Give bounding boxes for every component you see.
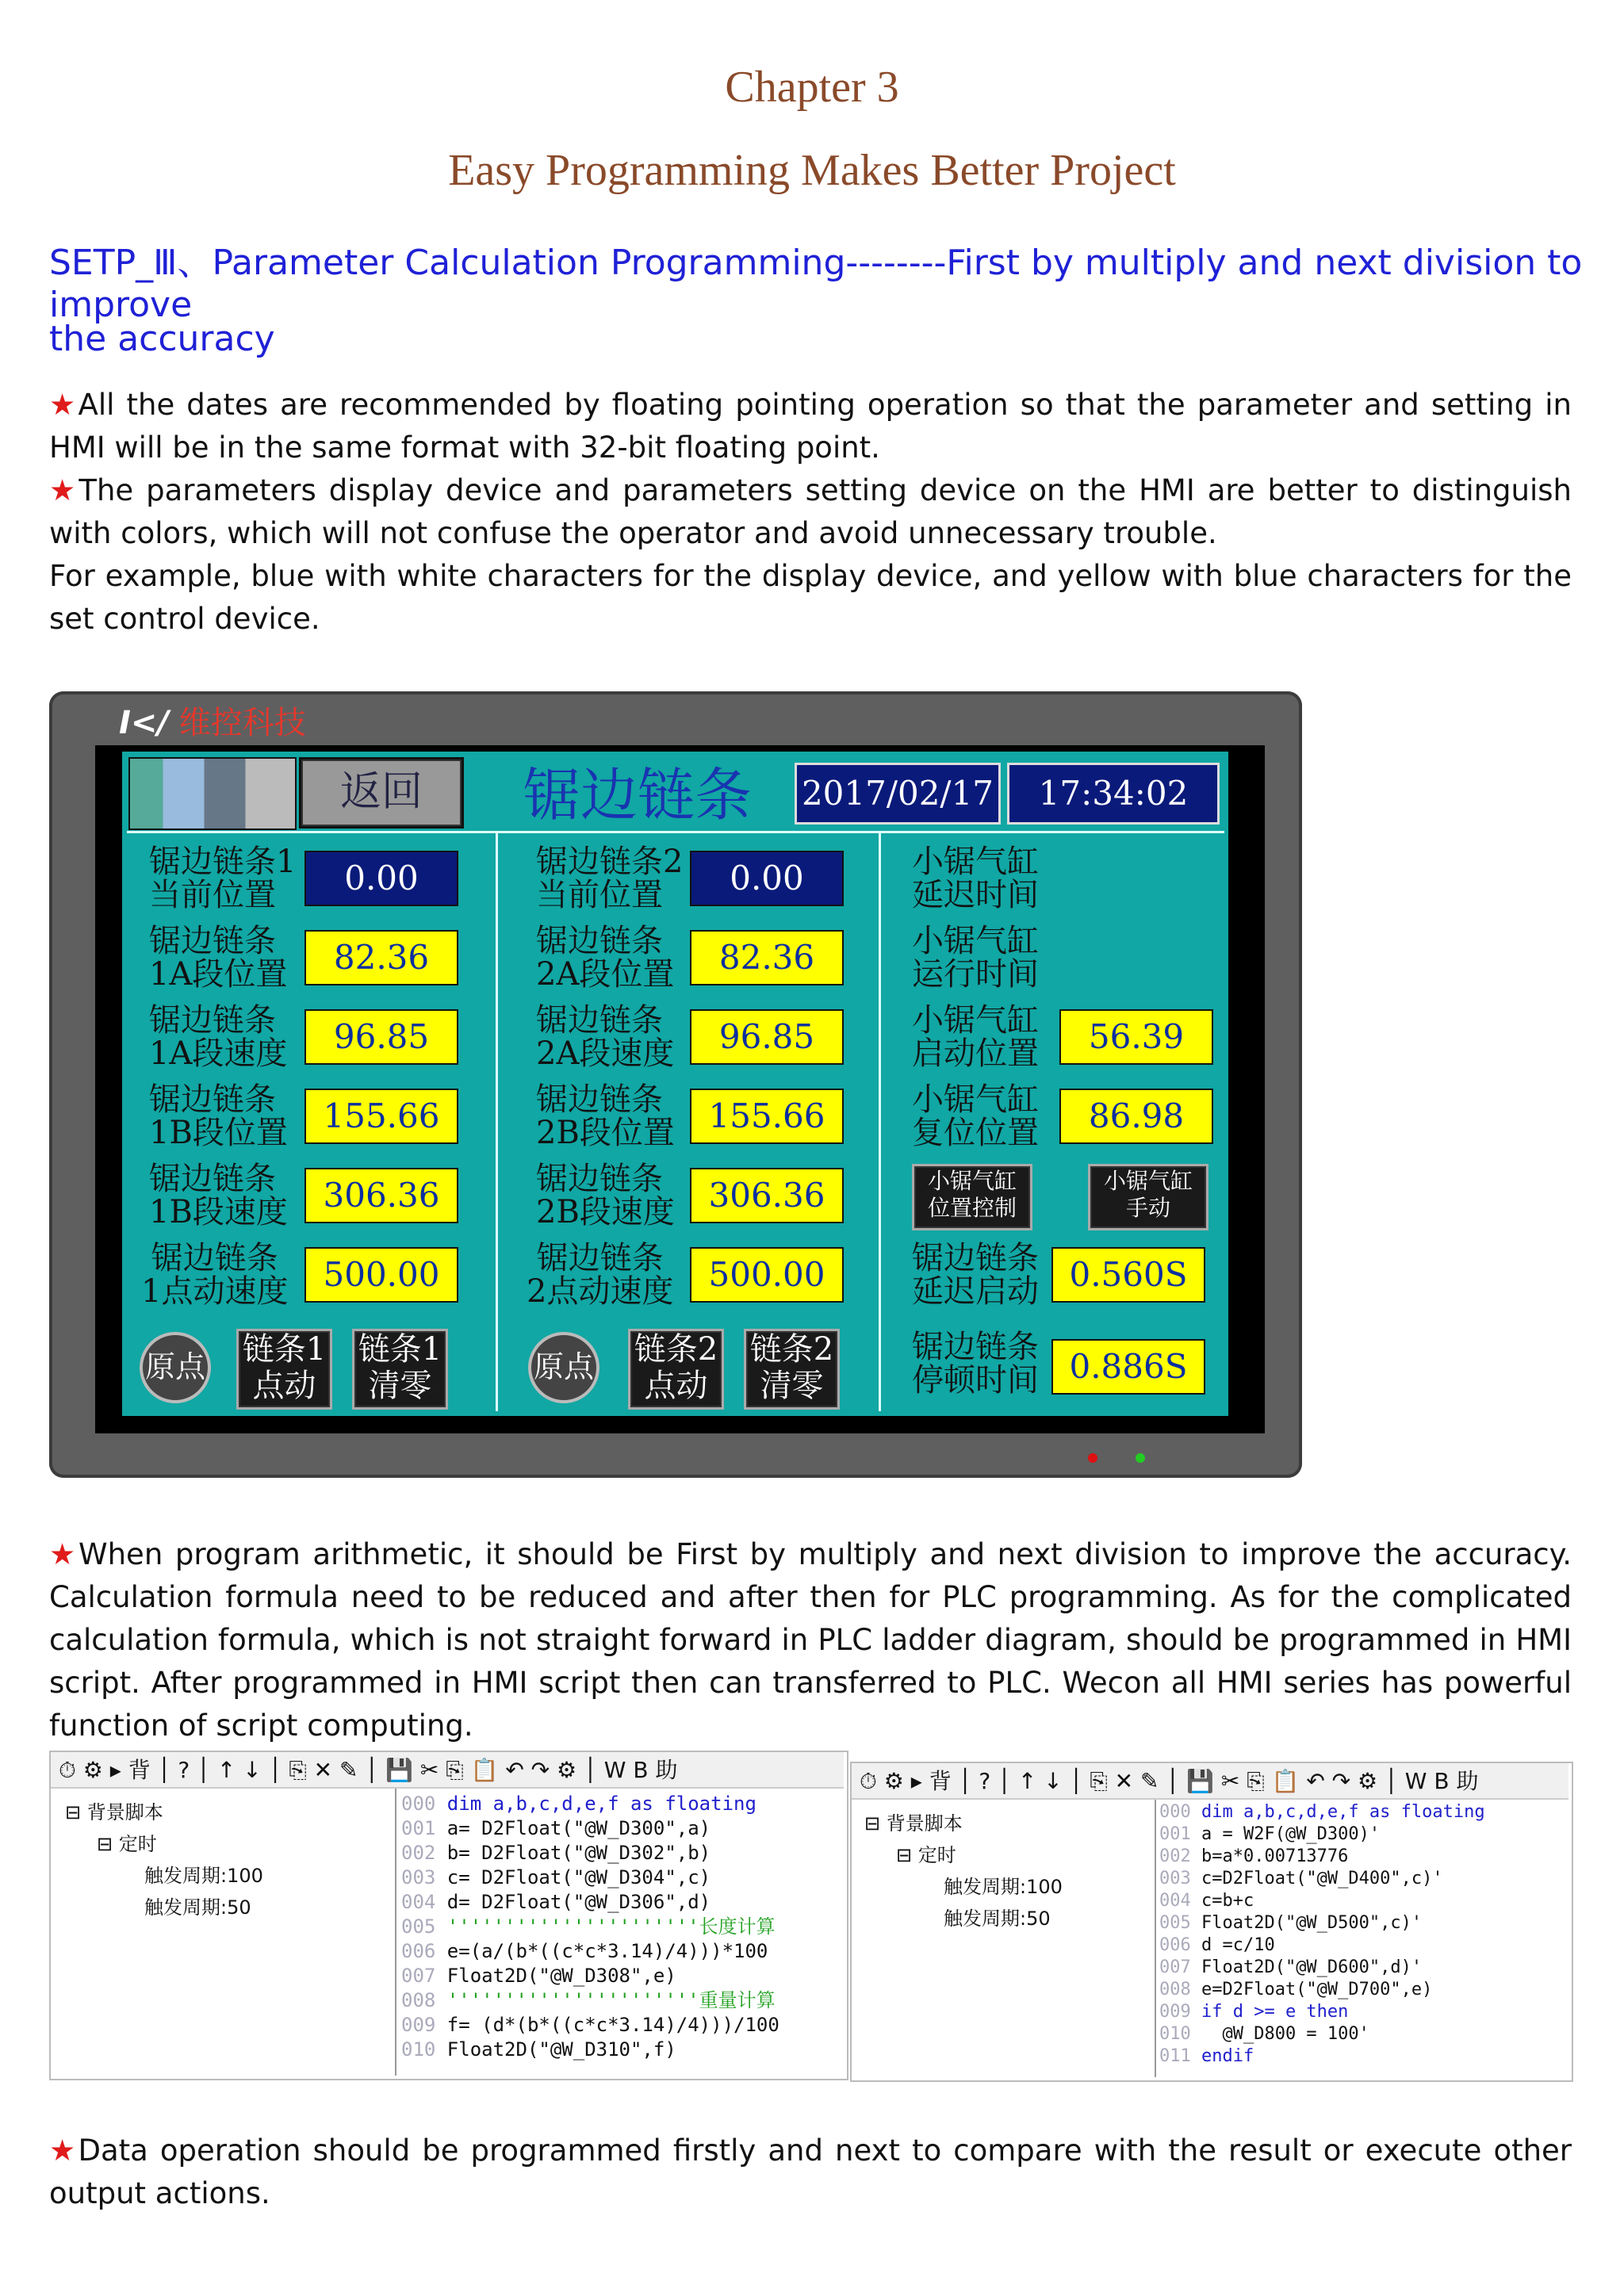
code-line[interactable] [1159,1823,1567,1846]
back-button[interactable]: 返回 [299,757,464,828]
star-icon: ★ [49,473,79,507]
hmi-header-divider [127,831,1224,833]
star-icon: ★ [49,388,79,422]
code-line[interactable] [1159,1868,1567,1890]
code-text[interactable]: a = W2F(@W_D300)' [1201,1824,1381,1844]
paragraph-3: For example, blue with white characters for the display device, and yellow with blue characters for the set control device. [49,559,1572,636]
line-number: 001 [401,1817,447,1839]
input-chain1-1a-pos[interactable]: 82.36 [304,930,458,985]
paragraph-2: ★The parameters display device and parameters setting device on the HMI are better to distinguish with colors, which will not confuse the operator and avoid unnecessary trouble. [49,473,1572,550]
code-line[interactable] [401,2038,842,2062]
tree-cycle-50[interactable]: 触发周期:50 [944,1908,1051,1930]
code-line[interactable] [401,1816,842,1841]
chain1-jog-button[interactable]: 链条1 点动 [236,1329,332,1410]
tree-cycle-100[interactable]: 触发周期:100 [944,1876,1063,1898]
chapter-title: Easy Programming Makes Better Project [448,146,1176,195]
chain2-jog-button[interactable]: 链条2 点动 [628,1329,724,1410]
line-number: 006 [1159,1935,1201,1955]
label-chain1-current-pos: 锯边链条1 当前位置 [149,844,297,913]
run-led-icon [1136,1453,1145,1463]
line-number: 009 [401,2014,447,2036]
input-chain1-1b-speed[interactable]: 306.36 [304,1168,458,1223]
star-icon: ★ [49,2133,79,2168]
label-chain2-2a-speed: 锯边链条 2A段速度 [536,1002,675,1072]
line-number: 008 [1159,1980,1201,1999]
code-text[interactable]: if d >= e then [1201,2002,1349,2022]
line-number: 006 [401,1940,447,1962]
code-line[interactable] [401,2013,842,2038]
line-number: 005 [1159,1913,1201,1933]
hmi-column-divider [879,831,881,1411]
line-number: 001 [1159,1824,1201,1844]
input-chain2-2a-pos[interactable]: 82.36 [690,930,844,985]
line-number: 000 [401,1793,447,1815]
label-chain2-2b-pos: 锯边链条 2B段位置 [536,1081,675,1151]
tree-timer[interactable]: ⊟ 定时 [97,1833,157,1855]
code-text[interactable]: dim a,b,c,d,e,f as floating [446,1793,756,1815]
script-tree-left [65,1797,263,1923]
hmi-brand: I</ 维控科技 [119,705,306,741]
code-line[interactable] [401,1915,842,1939]
saw-cylinder-position-control-button[interactable]: 小锯气缸 位置控制 [912,1164,1032,1230]
line-number: 009 [1159,2002,1201,2022]
code-text[interactable]: f= (d*(b*((c*c*3.14)/4)))/100 [446,2014,779,2036]
script-code-right[interactable] [1159,1801,1567,2076]
blurred-logo-icon [128,757,297,830]
code-line[interactable] [401,1988,842,2013]
line-number: 000 [1159,1802,1201,1822]
line-number: 003 [401,1866,447,1888]
origin-button-1[interactable]: 原点 [140,1332,211,1403]
code-line[interactable] [1159,1846,1567,1868]
code-text[interactable]: ''''''''''''''''''''''长度计算 [446,1915,776,1938]
code-line[interactable] [1159,1934,1567,1957]
script-splitter-left[interactable] [395,1789,396,2076]
code-text[interactable]: Float2D("@W_D600",d)' [1201,1957,1423,1977]
hmi-column-divider [496,831,498,1411]
tree-cycle-100[interactable]: 触发周期:100 [144,1865,263,1887]
origin-button-2[interactable]: 原点 [528,1332,599,1403]
code-line[interactable] [1159,1957,1567,1979]
label-chain-pause-time: 锯边链条 停顿时间 [912,1329,1039,1399]
line-number: 007 [1159,1957,1201,1977]
code-text[interactable]: b=a*0.00713776 [1201,1846,1349,1866]
label-saw-cylinder-start-pos: 小锯气缸 启动位置 [912,1002,1039,1072]
paragraph-5: ★Data operation should be programmed firstly and next to compare with the result or execute other output actions. [49,2133,1572,2210]
code-line[interactable] [1159,2045,1567,2068]
step-heading-line2: the accuracy [49,319,275,359]
code-line[interactable] [1159,1979,1567,2001]
line-number: 010 [401,2038,447,2061]
code-line[interactable] [401,1866,842,1890]
code-text[interactable]: a= D2Float("@W_D300",a) [446,1817,711,1839]
script-toolbar-right[interactable]: ⏱ ⚙ ▸ 背 │ ? │ ↑ ↓ │ ⎘ ✕ ✎ │ 💾 ✂ ⎘ 📋 ↶ ↷ ⚙ │ W B 助 [852,1763,1568,1800]
code-text[interactable]: b= D2Float("@W_D302",b) [446,1842,711,1864]
code-text[interactable]: c=b+c [1201,1891,1254,1911]
power-led-icon [1088,1453,1097,1463]
code-text[interactable]: Float2D("@W_D310",f) [446,2038,676,2061]
hmi-time: 17:34:02 [1007,763,1220,825]
line-number: 002 [1159,1846,1201,1866]
label-saw-cylinder-runtime: 小锯气缸 运行时间 [912,923,1039,993]
script-tree-right [864,1808,1063,1934]
label-saw-cylinder-delay: 小锯气缸 延迟时间 [912,844,1039,913]
chain2-reset-button[interactable]: 链条2 清零 [744,1329,840,1410]
tree-root[interactable]: ⊟ 背景脚本 [65,1801,163,1823]
label-chain1-1b-pos: 锯边链条 1B段位置 [149,1081,288,1151]
saw-cylinder-manual-button[interactable]: 小锯气缸 手动 [1088,1164,1208,1230]
code-text[interactable]: e=(a/(b*((c*c*3.14)/4)))*100 [446,1940,768,1962]
input-chain2-jog-speed[interactable]: 500.00 [690,1247,844,1303]
code-text[interactable]: endif [1201,2046,1254,2066]
line-number: 002 [401,1842,447,1864]
script-code-left[interactable] [401,1792,842,2074]
label-chain1-1b-speed: 锯边链条 1B段速度 [149,1161,288,1230]
code-line[interactable] [401,1841,842,1866]
code-line[interactable] [1159,2001,1567,2023]
star-icon: ★ [49,1537,79,1571]
code-line[interactable] [1159,1801,1567,1823]
code-text[interactable]: @W_D800 = 100' [1201,2024,1369,2044]
input-chain-pause-time[interactable]: 0.886S [1051,1339,1205,1395]
label-saw-cylinder-reset-pos: 小锯气缸 复位位置 [912,1081,1039,1151]
script-toolbar-left[interactable]: ⏱ ⚙ ▸ 背 │ ? │ ↑ ↓ │ ⎘ ✕ ✎ │ 💾 ✂ ⎘ 📋 ↶ ↷ ⚙ │ W B 助 [51,1752,844,1789]
code-text[interactable]: dim a,b,c,d,e,f as floating [1201,1802,1485,1822]
code-line[interactable] [401,1964,842,1988]
code-text[interactable]: Float2D("@W_D308",e) [446,1965,676,1987]
line-number: 010 [1159,2024,1201,2044]
label-chain2-current-pos: 锯边链条2 当前位置 [536,844,684,913]
tree-cycle-50[interactable]: 触发周期:50 [144,1896,251,1919]
tree-timer[interactable]: ⊟ 定时 [896,1844,956,1866]
chain1-reset-button[interactable]: 链条1 清零 [352,1329,448,1410]
code-line[interactable] [1159,1890,1567,1912]
code-line[interactable] [401,1890,842,1915]
script-splitter-right[interactable] [1155,1800,1156,2077]
display-chain1-current-pos: 0.00 [304,851,458,906]
label-chain2-jog-speed: 锯边链条 2点动速度 [527,1240,674,1310]
code-text[interactable]: c=D2Float("@W_D400",c)' [1201,1869,1443,1888]
hmi-date: 2017/02/17 [795,763,1001,825]
label-chain-delay-start: 锯边链条 延迟启动 [912,1240,1039,1310]
code-line[interactable] [1159,1912,1567,1934]
label-chain2-2b-speed: 锯边链条 2B段速度 [536,1161,675,1230]
line-number: 003 [1159,1869,1201,1888]
line-number: 004 [1159,1891,1201,1911]
input-chain2-2a-speed[interactable]: 96.85 [690,1009,844,1065]
input-chain2-2b-speed[interactable]: 306.36 [690,1168,844,1223]
label-chain1-1a-speed: 锯边链条 1A段速度 [149,1002,288,1072]
input-saw-cylinder-start-pos[interactable]: 56.39 [1059,1009,1213,1065]
input-chain1-jog-speed[interactable]: 500.00 [304,1247,458,1303]
label-chain2-2a-pos: 锯边链条 2A段位置 [536,923,675,993]
input-chain1-1a-speed[interactable]: 96.85 [304,1009,458,1065]
code-line[interactable] [401,1792,842,1816]
code-text[interactable]: c= D2Float("@W_D304",c) [446,1866,711,1888]
line-number: 008 [401,1989,447,2011]
label-chain1-jog-speed: 锯边链条 1点动速度 [141,1240,289,1310]
input-chain2-2b-pos[interactable]: 155.66 [690,1089,844,1144]
line-number: 004 [401,1891,447,1913]
line-number: 005 [401,1915,447,1938]
code-line[interactable] [1159,2023,1567,2045]
code-line[interactable] [401,1939,842,1964]
tree-root[interactable]: ⊟ 背景脚本 [864,1812,963,1835]
input-chain1-1b-pos[interactable]: 155.66 [304,1089,458,1144]
label-chain1-1a-pos: 锯边链条 1A段位置 [149,923,288,993]
code-text[interactable]: ''''''''''''''''''''''重量计算 [446,1989,776,2011]
code-text[interactable]: d =c/10 [1201,1935,1275,1955]
hmi-screen-title: 锯边链条 [523,762,753,828]
code-text[interactable]: d= D2Float("@W_D306",d) [446,1891,711,1913]
paragraph-4: ★When program arithmetic, it should be First by multiply and next division to improve the accuracy. Calculation formula need to be reduced and after then for PLC programming. As for the complicated calculation formula, which is not straight forward in PLC ladder diagram, should be programmed in HMI script. After programmed in HMI script then can transferred to PLC. Wecon all HMI series has powerful function of script computing. [49,1537,1572,1743]
step-heading-line1: SETP_Ⅲ、Parameter Calculation Programming--------First by multiply and next division to improve [49,243,1583,325]
line-number: 007 [401,1965,447,1987]
input-chain-delay-start[interactable]: 0.560S [1051,1247,1205,1303]
chapter-number: Chapter 3 [725,63,899,112]
code-text[interactable]: e=D2Float("@W_D700",e) [1201,1980,1433,1999]
paragraph-1: ★All the dates are recommended by floating pointing operation so that the parameter and setting in HMI will be in the same format with 32-bit floating point. [49,388,1572,465]
code-text[interactable]: Float2D("@W_D500",c)' [1201,1913,1423,1933]
display-chain2-current-pos: 0.00 [690,851,844,906]
input-saw-cylinder-reset-pos[interactable]: 86.98 [1059,1089,1213,1144]
line-number: 011 [1159,2046,1201,2066]
